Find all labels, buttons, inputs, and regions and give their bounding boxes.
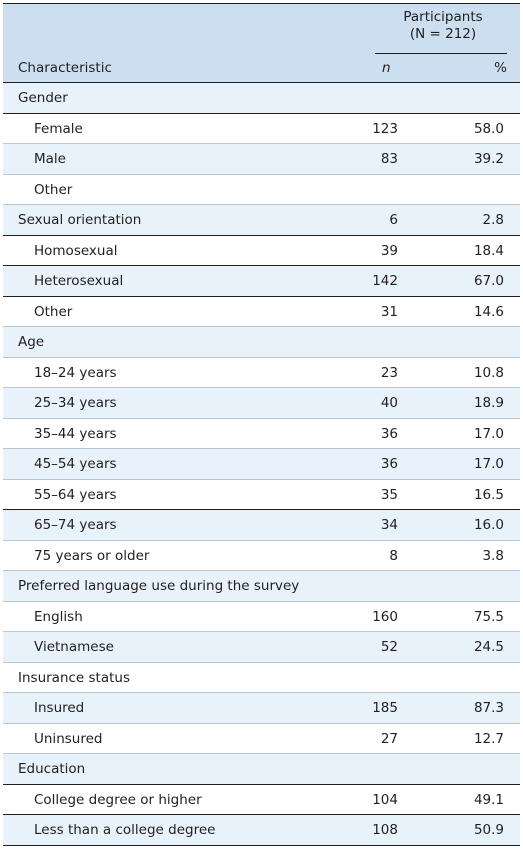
table-row	[3, 724, 520, 755]
percent-cell: 24.5	[473, 639, 504, 655]
category-row	[3, 663, 520, 694]
count-cell: 34	[380, 517, 398, 533]
count-cell: 8	[389, 547, 398, 564]
percent-cell: 50.9	[473, 822, 504, 838]
count-cell: 23	[380, 364, 398, 381]
percent-column-header: %	[494, 60, 507, 76]
percent-cell: 16.0	[473, 517, 504, 533]
count-cell: 123	[372, 120, 398, 137]
count-cell: 108	[372, 822, 398, 838]
percent-cell: 17.0	[473, 425, 504, 442]
characteristic-column-header: Characteristic	[18, 60, 112, 76]
row-label: Age	[18, 334, 45, 350]
row-label: Insured	[34, 700, 85, 716]
percent-cell: 87.3	[473, 700, 504, 716]
percent-cell: 10.8	[473, 364, 504, 381]
row-label: College degree or higher	[34, 791, 202, 808]
participants-label: Participants	[403, 9, 483, 25]
n-column-header: n	[382, 60, 391, 76]
percent-cell: 49.1	[473, 791, 504, 808]
participants-count-label: (N = 212)	[409, 26, 477, 42]
table-row	[3, 632, 520, 663]
percent-cell: 67.0	[473, 273, 504, 289]
table-row	[3, 815, 520, 846]
table-header	[3, 3, 520, 83]
participants-group-header	[373, 9, 513, 43]
group-header-rule	[375, 53, 507, 54]
count-cell: 35	[380, 486, 398, 503]
table-row	[3, 785, 520, 816]
count-cell: 31	[380, 303, 398, 320]
row-label: Heterosexual	[34, 273, 124, 289]
row-label: 55–64 years	[34, 486, 117, 503]
table-body	[3, 83, 520, 846]
category-row	[3, 571, 520, 602]
percent-cell: 12.7	[473, 730, 504, 747]
table-row	[3, 602, 520, 633]
count-cell: 36	[380, 456, 398, 472]
category-row	[3, 205, 520, 236]
row-label: Gender	[18, 90, 68, 106]
row-label: 18–24 years	[34, 364, 117, 381]
table-row	[3, 266, 520, 297]
row-label: Male	[34, 151, 66, 167]
category-row	[3, 327, 520, 358]
category-row	[3, 754, 520, 785]
row-label: Vietnamese	[34, 639, 114, 655]
row-label: Preferred language use during the survey	[18, 578, 300, 594]
row-label: 65–74 years	[34, 517, 117, 533]
row-label: 25–34 years	[34, 395, 117, 411]
percent-cell: 3.8	[482, 547, 504, 564]
percent-cell: 2.8	[482, 212, 504, 228]
demographics-table	[3, 3, 520, 846]
count-cell: 40	[380, 395, 398, 411]
count-cell: 142	[372, 273, 398, 289]
table-row	[3, 449, 520, 480]
percent-cell: 75.5	[473, 608, 504, 625]
table-row	[3, 388, 520, 419]
row-label: Sexual orientation	[18, 212, 142, 228]
count-cell: 39	[380, 242, 398, 259]
count-cell: 83	[380, 151, 398, 167]
table-row	[3, 510, 520, 541]
table-row	[3, 114, 520, 145]
table-row	[3, 297, 520, 328]
row-label: Education	[18, 761, 86, 777]
table-row	[3, 236, 520, 267]
count-cell: 52	[380, 639, 398, 655]
count-cell: 104	[372, 791, 398, 808]
count-cell: 6	[389, 212, 398, 228]
percent-cell: 16.5	[473, 486, 504, 503]
table-row	[3, 358, 520, 389]
count-cell: 27	[380, 730, 398, 747]
row-label: Homosexual	[34, 242, 118, 259]
percent-cell: 58.0	[473, 120, 504, 137]
percent-cell: 39.2	[473, 151, 504, 167]
count-cell: 185	[372, 700, 398, 716]
category-row	[3, 83, 520, 114]
table-row	[3, 541, 520, 572]
table-row	[3, 480, 520, 511]
row-label: English	[34, 608, 83, 625]
row-label: Uninsured	[34, 730, 103, 747]
table-row	[3, 144, 520, 175]
count-cell: 160	[372, 608, 398, 625]
count-cell: 36	[380, 425, 398, 442]
row-label: 35–44 years	[34, 425, 117, 442]
percent-cell: 17.0	[473, 456, 504, 472]
table-row	[3, 419, 520, 450]
percent-cell: 18.4	[473, 242, 504, 259]
row-label: 45–54 years	[34, 456, 117, 472]
table-row	[3, 175, 520, 206]
row-label: Female	[34, 120, 83, 137]
row-label: Less than a college degree	[34, 822, 216, 838]
row-label: 75 years or older	[34, 547, 150, 564]
table-row	[3, 693, 520, 724]
row-label: Other	[34, 303, 73, 320]
percent-cell: 18.9	[473, 395, 504, 411]
percent-cell: 14.6	[473, 303, 504, 320]
row-label: Insurance status	[18, 669, 131, 686]
row-label: Other	[34, 181, 73, 198]
